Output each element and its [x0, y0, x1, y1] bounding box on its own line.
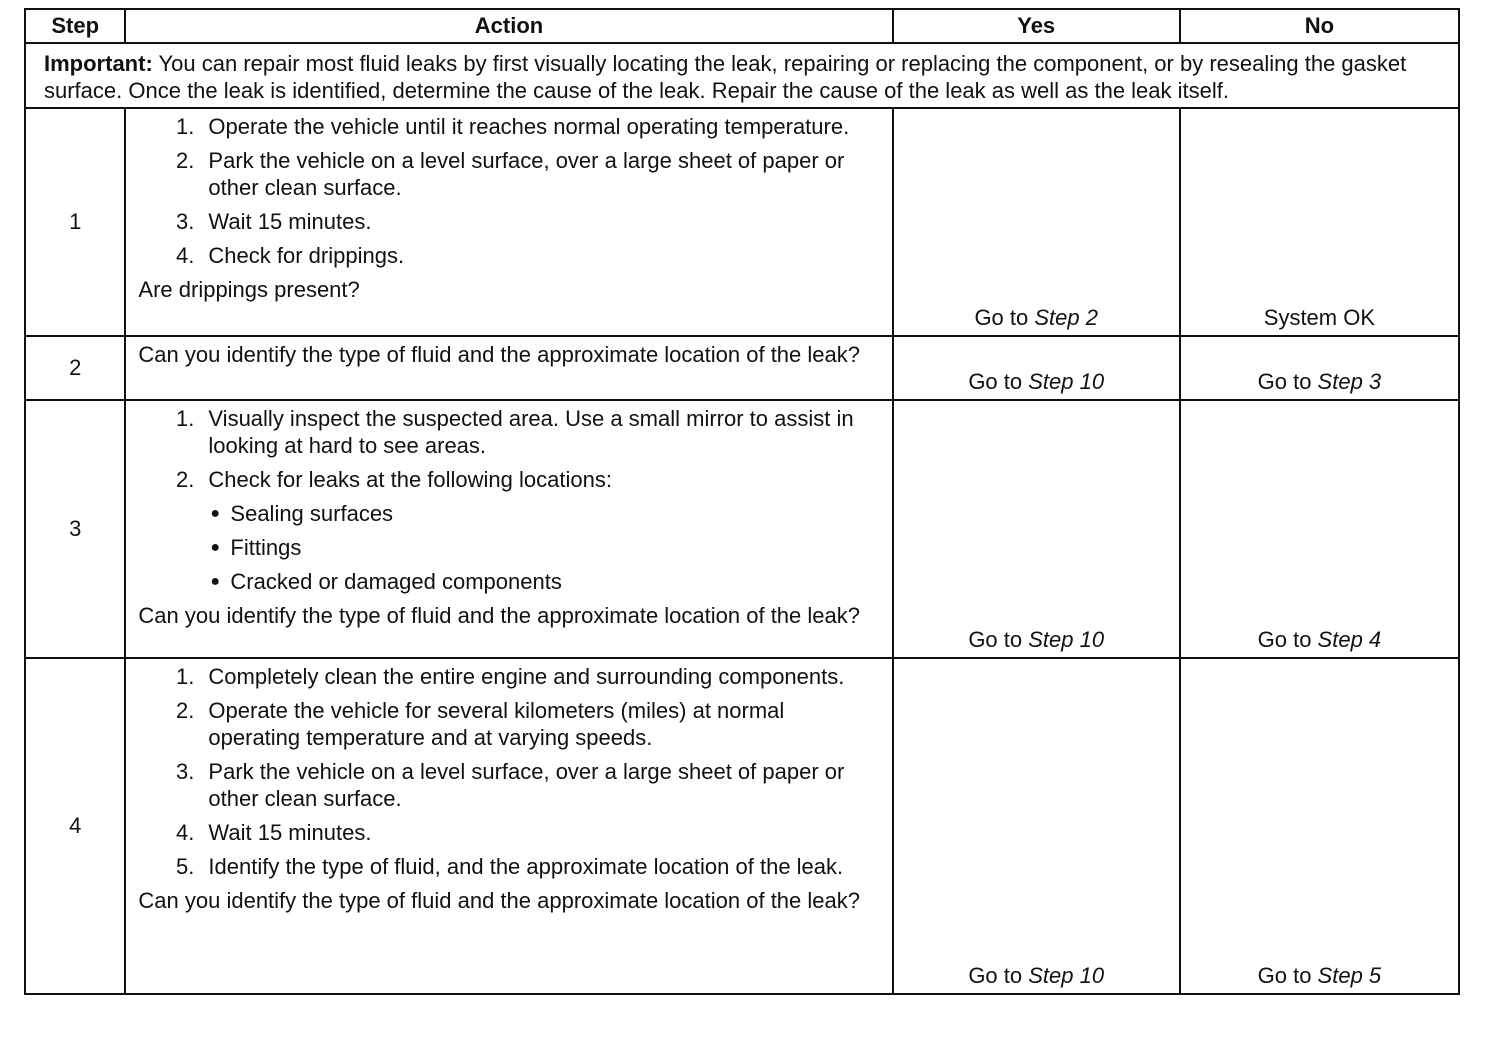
table-row	[25, 658, 1459, 994]
table-row	[25, 336, 1459, 400]
yes-prefix: Go to	[968, 627, 1029, 652]
item-text: Check for drippings.	[208, 243, 405, 268]
yes-step-ref: Step 10	[1028, 369, 1105, 394]
table-row	[25, 400, 1459, 658]
no-prefix: System OK	[1263, 305, 1376, 330]
list-item	[138, 758, 881, 812]
table-row	[25, 108, 1459, 336]
item-text: Check for leaks at the following locations:	[208, 467, 612, 492]
question-text: Can you identify the type of fluid and the approximate location of the leak?	[138, 603, 860, 628]
item-number: 3.	[176, 759, 195, 784]
header-row	[25, 9, 1459, 43]
item-text: Park the vehicle on a level surface, over a large sheet of paper or other clean surface.	[208, 148, 845, 200]
important-note	[25, 43, 1459, 108]
item-number: 2.	[176, 148, 195, 173]
bullet-item	[138, 534, 881, 561]
list-item	[138, 242, 881, 269]
header-action: Action	[125, 9, 892, 43]
item-number: 1.	[176, 406, 195, 431]
item-number: 5.	[176, 854, 195, 879]
item-text: Wait 15 minutes.	[208, 209, 372, 234]
action-cell	[125, 108, 892, 336]
action-cell	[125, 336, 892, 400]
list-item	[138, 819, 881, 846]
list-item	[138, 208, 881, 235]
action-cell	[125, 658, 892, 994]
bullet-item	[138, 568, 881, 595]
question-text: Can you identify the type of fluid and the approximate location of the leak?	[138, 342, 860, 367]
no-prefix: Go to	[1257, 369, 1318, 394]
step-number: 4	[25, 658, 125, 994]
item-number: 1.	[176, 114, 195, 139]
important-row	[25, 43, 1459, 108]
question-text: Are drippings present?	[138, 277, 360, 302]
list-item	[138, 663, 881, 690]
list-item	[138, 405, 881, 459]
no-cell	[1180, 336, 1459, 400]
step-number: 3	[25, 400, 125, 658]
important-text: You can repair most fluid leaks by first visually locating the leak, repairing or replacing the component, or by resealing the gasket surface. Once the leak is identified, determine the cause of the leak. Repair the cause of the leak as well as the leak itself.	[44, 51, 1407, 103]
list-item	[138, 697, 881, 751]
item-text: Completely clean the entire engine and surrounding components.	[208, 664, 845, 689]
yes-cell	[893, 658, 1180, 994]
bullet-text: Fittings	[230, 535, 302, 560]
step-number: 2	[25, 336, 125, 400]
list-item	[138, 113, 881, 140]
diagnostic-table	[24, 8, 1460, 995]
yes-cell	[893, 400, 1180, 658]
yes-step-ref: Step 2	[1034, 305, 1098, 330]
item-text: Operate the vehicle for several kilometers (miles) at normal operating temperature and at varying speeds.	[208, 698, 785, 750]
list-item	[138, 147, 881, 201]
yes-cell	[893, 108, 1180, 336]
no-prefix: Go to	[1257, 963, 1318, 988]
yes-cell	[893, 336, 1180, 400]
item-number: 2.	[176, 698, 195, 723]
item-text: Identify the type of fluid, and the approximate location of the leak.	[208, 854, 844, 879]
bullet-item	[138, 500, 881, 527]
no-step-ref: Step 3	[1317, 369, 1382, 394]
no-step-ref: Step 5	[1317, 963, 1382, 988]
yes-prefix: Go to	[974, 305, 1035, 330]
item-number: 4.	[176, 243, 195, 268]
no-prefix: Go to	[1257, 627, 1318, 652]
no-step-ref: Step 4	[1317, 627, 1382, 652]
question-text: Can you identify the type of fluid and the approximate location of the leak?	[138, 888, 860, 913]
bullet-text: Sealing surfaces	[230, 501, 394, 526]
header-no: No	[1180, 9, 1459, 43]
yes-step-ref: Step 10	[1028, 627, 1105, 652]
item-text: Operate the vehicle until it reaches normal operating temperature.	[208, 114, 850, 139]
item-number: 4.	[176, 820, 195, 845]
bullet-text: Cracked or damaged components	[230, 569, 562, 594]
header-yes: Yes	[893, 9, 1180, 43]
yes-prefix: Go to	[968, 963, 1029, 988]
item-number: 1.	[176, 664, 195, 689]
important-label: Important:	[44, 51, 153, 76]
item-text: Wait 15 minutes.	[208, 820, 372, 845]
item-text: Visually inspect the suspected area. Use a small mirror to assist in looking at hard to see areas.	[208, 406, 854, 458]
no-cell	[1180, 658, 1459, 994]
yes-prefix: Go to	[968, 369, 1029, 394]
item-text: Park the vehicle on a level surface, over a large sheet of paper or other clean surface.	[208, 759, 845, 811]
list-item	[138, 853, 881, 880]
no-cell	[1180, 400, 1459, 658]
list-item	[138, 466, 881, 493]
no-cell	[1180, 108, 1459, 336]
bullet-icon: ●	[210, 573, 221, 590]
item-number: 3.	[176, 209, 195, 234]
bullet-icon: ●	[210, 505, 221, 522]
yes-step-ref: Step 10	[1028, 963, 1105, 988]
step-number: 1	[25, 108, 125, 336]
item-number: 2.	[176, 467, 195, 492]
action-cell	[125, 400, 892, 658]
header-step: Step	[25, 9, 125, 43]
bullet-icon: ●	[210, 539, 221, 556]
